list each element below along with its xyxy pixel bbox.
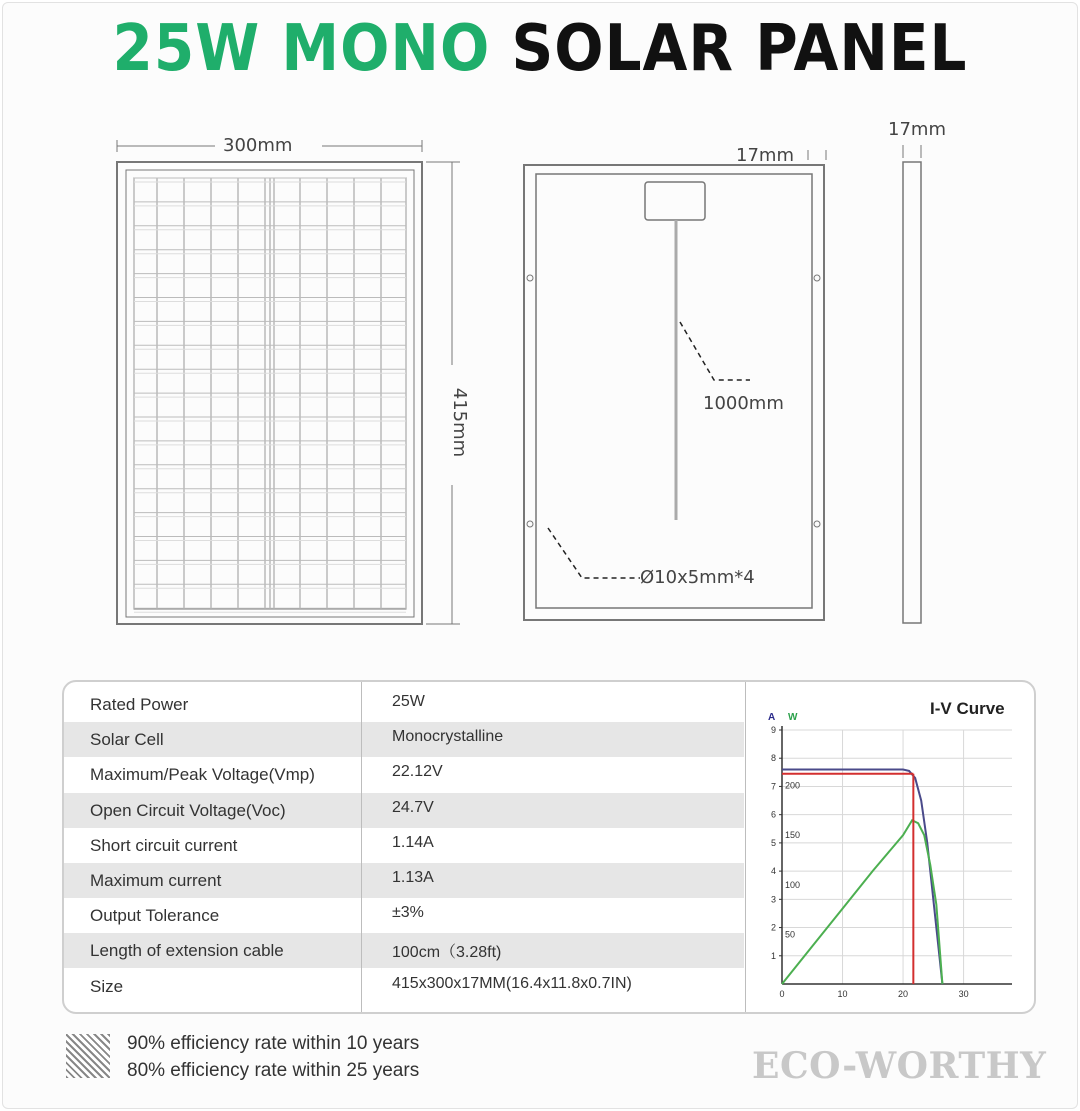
y2-tick-label: 200 [785, 780, 801, 791]
y-tick-label: 1 [770, 950, 776, 961]
efficiency-10-years: 90% efficiency rate within 10 years [127, 1033, 420, 1054]
spec-row [64, 898, 744, 933]
spec-value: 25W [392, 693, 425, 710]
spec-label: Output Tolerance [90, 906, 220, 926]
x-tick-label: 0 [779, 989, 785, 999]
height-label: 415mm [449, 387, 471, 458]
back-thickness-label: 17mm [736, 145, 794, 166]
chart-divider [745, 682, 746, 1012]
mounting-holes-label: Ø10x5mm*4 [640, 567, 755, 588]
y-axis-unit-power: W [788, 712, 798, 723]
y2-tick-label: 150 [785, 830, 801, 841]
cable-length-label: 1000mm [703, 393, 784, 414]
x-tick-label: 20 [898, 989, 909, 999]
hatch-swatch [66, 1034, 110, 1078]
y2-tick-label: 100 [785, 879, 801, 890]
y-axis-unit-current: A [768, 712, 776, 723]
spec-value: 22.12V [392, 763, 443, 781]
spec-row [64, 757, 744, 792]
iv-curve-chart [760, 722, 1020, 1002]
spec-label: Short circuit current [90, 835, 238, 855]
y2-tick-label: 50 [785, 929, 796, 940]
spec-row [64, 828, 744, 863]
y-tick-label: 8 [770, 753, 776, 764]
y-tick-label: 2 [770, 922, 776, 933]
spec-label: Maximum current [90, 871, 222, 890]
y-tick-label: 4 [770, 866, 776, 877]
spec-row [64, 793, 744, 828]
y-tick-label: 6 [770, 809, 776, 820]
spec-value: 1.13A [392, 869, 434, 886]
column-divider [361, 682, 362, 1012]
y-tick-label: 7 [770, 781, 776, 792]
title-power: 25W MONO [112, 10, 491, 86]
width-label: 300mm [223, 135, 293, 156]
y-tick-label: 3 [770, 894, 776, 905]
efficiency-25-years: 80% efficiency rate within 25 years [127, 1060, 420, 1081]
spec-row [64, 933, 744, 968]
back-view [524, 150, 826, 620]
current-series-line [782, 770, 942, 984]
spec-value: ±3% [392, 904, 424, 922]
title-product: SOLAR PANEL [511, 10, 968, 86]
spec-value: 1.14A [392, 833, 434, 851]
spec-label: Size [90, 976, 124, 996]
spec-value: 24.7V [392, 798, 434, 816]
spec-label: Rated Power [90, 695, 189, 714]
y-tick-label: 9 [770, 725, 776, 735]
brand-logo-text: ECO-WORTHY [752, 1045, 1047, 1087]
spec-label: Length of extension cable [90, 941, 284, 961]
spec-label: Open Circuit Voltage(Voc) [90, 800, 286, 820]
power-series-line [782, 820, 942, 984]
x-tick-label: 30 [958, 989, 969, 999]
spec-value: 100cm（3.28ft) [392, 944, 502, 962]
spec-row [64, 722, 744, 757]
spec-label: Maximum/Peak Voltage(Vmp) [90, 765, 315, 785]
side-view [903, 145, 921, 623]
front-view [117, 162, 422, 624]
spec-row [64, 969, 744, 1004]
chart-title: I-V Curve [930, 699, 1005, 718]
side-thickness-label: 17mm [888, 119, 946, 140]
x-tick-label: 10 [837, 989, 848, 999]
spec-row [64, 687, 744, 722]
spec-row [64, 863, 744, 898]
spec-value: 415x300x17MM(16.4x11.8x0.7IN) [392, 974, 632, 992]
y-tick-label: 5 [770, 837, 776, 848]
spec-label: Solar Cell [90, 730, 164, 750]
spec-value: Monocrystalline [392, 728, 504, 746]
